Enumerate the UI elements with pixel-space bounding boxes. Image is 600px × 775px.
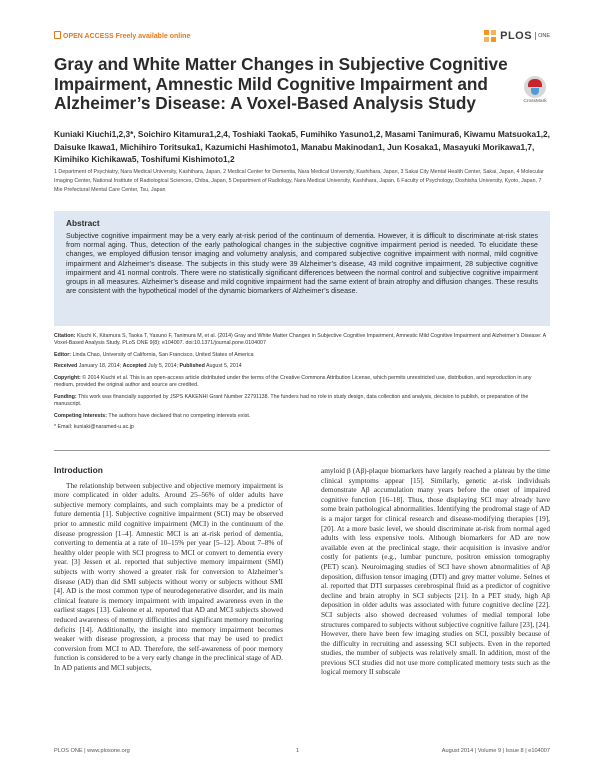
body-column-right	[321, 466, 550, 677]
article-metadata	[54, 333, 550, 436]
open-lock-icon	[54, 31, 61, 39]
article-title: Gray and White Matter Changes in Subjective Cognitive Impairment, Amnestic Mild Cognitive Impairment and Alzheimer’s Disease: A Voxel-Based Analysis Study	[54, 54, 508, 113]
affiliations: 1 Department of Psychiatry, Nara Medical University, Kashihara, Japan, 2 Medical Center for Dementia, Nara Medical University, Kashihara, Japan, 3 Sakai City Mental Health Center, Sakai, Japan, 4 Molecular Imaging Center, National Institute of Radiological Sciences, Chiba, Japan, 5 Department of Radiology, Nara Medical University, Kashihara, Japan, 6 Faculty of Psychology, Doshisha University, Kyoto, Japan, 7 Mie Prefectural Mental Care Center, Tsu, Japan	[54, 169, 544, 193]
introduction-continued: amyloid β (Aβ)-plaque biomarkers have largely reached a plateau by the time clinical symptoms appear [15]. Similarly, genetic at-risk individuals demonstrate Aβ accumulation many years before the onset of impaired cognitive function [16–18]. Thus, those displaying SCI may already have some brain pathological abnormalities. Identifying the prodromal stage of AD is a major target for clinical research and disease-modifying therapies [19], [20]. At a more basic level, we should discriminate at-risk from normal aged adults with less expensive tools. Although biomarkers for AD are now available even at the preclinical stage, their acquisition is invasive and/or costly for patients (e.g., lumbar puncture, positron emission tomography (PET) scan). Neuroimaging studies of SCI have shown abnormalities of Aβ deposition, diffusion tensor imaging (DTI) and grey matter volume. Selnes et al. reported that DTI surpasses cerebrospinal fluid as a predictor of cognitive decline and brain atrophy in SCI subjects [21]. In a PET study, high Aβ deposition in older adults was associated with future cognitive decline [22]. SCI subjects also showed decreased volumes of medial temporal lobe structures compared to subjects without subjective cognitive failure [23], [24]. However, there have been few imaging studies on SCI, possibly because of the difficulty in recruiting and assessing SCI subjects. Even in the reported studies, the number of subjects was relatively small. In addition, most of the previous SCI studies did not use more complicated memory tests such as the logical memory II subscale	[321, 466, 550, 677]
funding: Funding: This work was financially supported by JSPS KAKENHI Grant Number 22791138. The funders had no role in study design, data collection and analysis, decision to publish, or preparation of the manuscript.	[54, 393, 529, 407]
abstract-text: Subjective cognitive impairment may be a very early at-risk period of the continuum of dementia. However, it is difficult to discriminate at-risk states from normal aging. Thus, detection of the early pathological changes in the subjective cognitive impairment period is needed. To elucidate these changes, we employed diffusion tensor imaging and volumetry analysis, and compared subjective cognitive impairment with normal, mild cognitive impairment and Alzheimer’s disease. The subjects in this study were 39 Alzheimer’s disease, 43 mild cognitive impairment, 28 subjective cognitive impairment and 41 normal controls. There were no statistically significant differences between the normal control and subjective cognitive impairment groups in all measures. Alzheimer’s disease and mild cognitive impairment had the same extent of brain atrophy and diffusion changes. These results are consistent with the hypothetical model of the dynamic biomarkers of Alzheimer’s disease.	[66, 232, 538, 296]
citation: Citation: Kiuchi K, Kitamura S, Taoka T, Yasuno F, Tanimura M, et al. (2014) Gray and White Matter Changes in Subjective Cognitive Impairment, Amnestic Mild Cognitive Impairment and Alzheimer’s Disease: A Voxel-Based Analysis Study. PLoS ONE 9(8): e104007. doi:10.1371/journal.pone.0104007	[54, 333, 546, 347]
author-list: Kuniaki Kiuchi1,2,3*, Soichiro Kitamura1,2,4, Toshiaki Taoka5, Fumihiko Yasuno1,2, Masami Tanimura6, Kiwamu Matsuoka1,2, Daisuke Ikawa1, Michihiro Toritsuka1, Kazumichi Hashimoto1, Manabu Makinodan1, Jun Kosaka1, Masayuki Morikawa1,7, Kimihiko Kichikawa5, Toshifumi Kishimoto1,2	[54, 129, 550, 165]
introduction-heading: Introduction	[54, 465, 103, 475]
competing-interests: Competing Interests: The authors have declared that no competing interests exist.	[54, 412, 251, 419]
open-access-banner: OPEN ACCESS Freely available online	[54, 31, 190, 40]
abstract-heading: Abstract	[66, 218, 100, 228]
journal-header	[54, 30, 550, 44]
dates: Received January 18, 2014; Accepted July 5, 2014; Published August 5, 2014	[54, 363, 242, 370]
copyright: Copyright: © 2014 Kiuchi et al. This is an open-access article distributed under the terms of the Creative Commons Attribution License, which permits unrestricted use, distribution, and reproduction in any medium, provided the original author and source are credited.	[54, 374, 532, 389]
footer-journal[interactable]: PLOS ONE | www.plosone.org	[54, 748, 130, 754]
plos-wordmark: PLOS	[500, 30, 533, 42]
body-column-left	[54, 466, 283, 672]
crossmark-badge[interactable]	[520, 76, 550, 104]
abstract-box	[54, 211, 550, 326]
page-footer	[54, 748, 550, 758]
plos-mark-icon	[484, 30, 497, 42]
crossmark-icon	[524, 76, 546, 98]
section-divider	[54, 450, 550, 451]
introduction-paragraph: The relationship between subjective and objective memory impairment is more complicated in older adults. Around 25–56% of older adults have subjective memory complaints, and such complaints may be a predictor of future dementia [1]. Subjective cognitive impairment (SCI) may be observed prior to amnestic mild cognitive impairment (MCI) in the continuum of the disease progression [1–4]. Amnestic MCI is an at-risk period of dementia, converting to dementia at a rate of 10–15% per year [5–12]. About 7–8% of healthy older people with SCI progress to MCI or convert to dementia every year. [3] Jessen et al. reported that subjective memory impairment (SMI) subjects with worry showed a greater risk for conversion to Alzheimer’s disease (AD) than did SMI subjects without worry or subjects without SMI [4]. AD is the most common type of neurodegenerative disorder, and its main clinical feature is memory impairment with impaired awareness even in the earliest stages [13]. Galeone et al. reported that AD and MCI subjects showed reduced awareness of memory difficulties and significant memory monitoring deficits [14]. Additionally, the insight into memory impairment becomes weaker with disease progression, a process that may be used to predict conversion from MCI to AD. Therefore, the self-awareness of poor memory function is considered to be a very early change in the preclinical stage of AD. In AD patients and MCI subjects,	[54, 480, 283, 672]
editor: Editor: Linda Chao, University of California, San Francisco, United States of America	[54, 351, 254, 358]
crossmark-label: CrossMark	[523, 99, 547, 104]
corresponding-email[interactable]: * Email: kuniaki@naramed-u.ac.jp	[54, 424, 134, 431]
footer-page-number: 1	[296, 748, 300, 754]
footer-issue: August 2014 | Volume 9 | Issue 8 | e104007	[441, 748, 550, 754]
plos-logo	[484, 30, 550, 42]
plos-one-label: ONE	[535, 32, 550, 40]
